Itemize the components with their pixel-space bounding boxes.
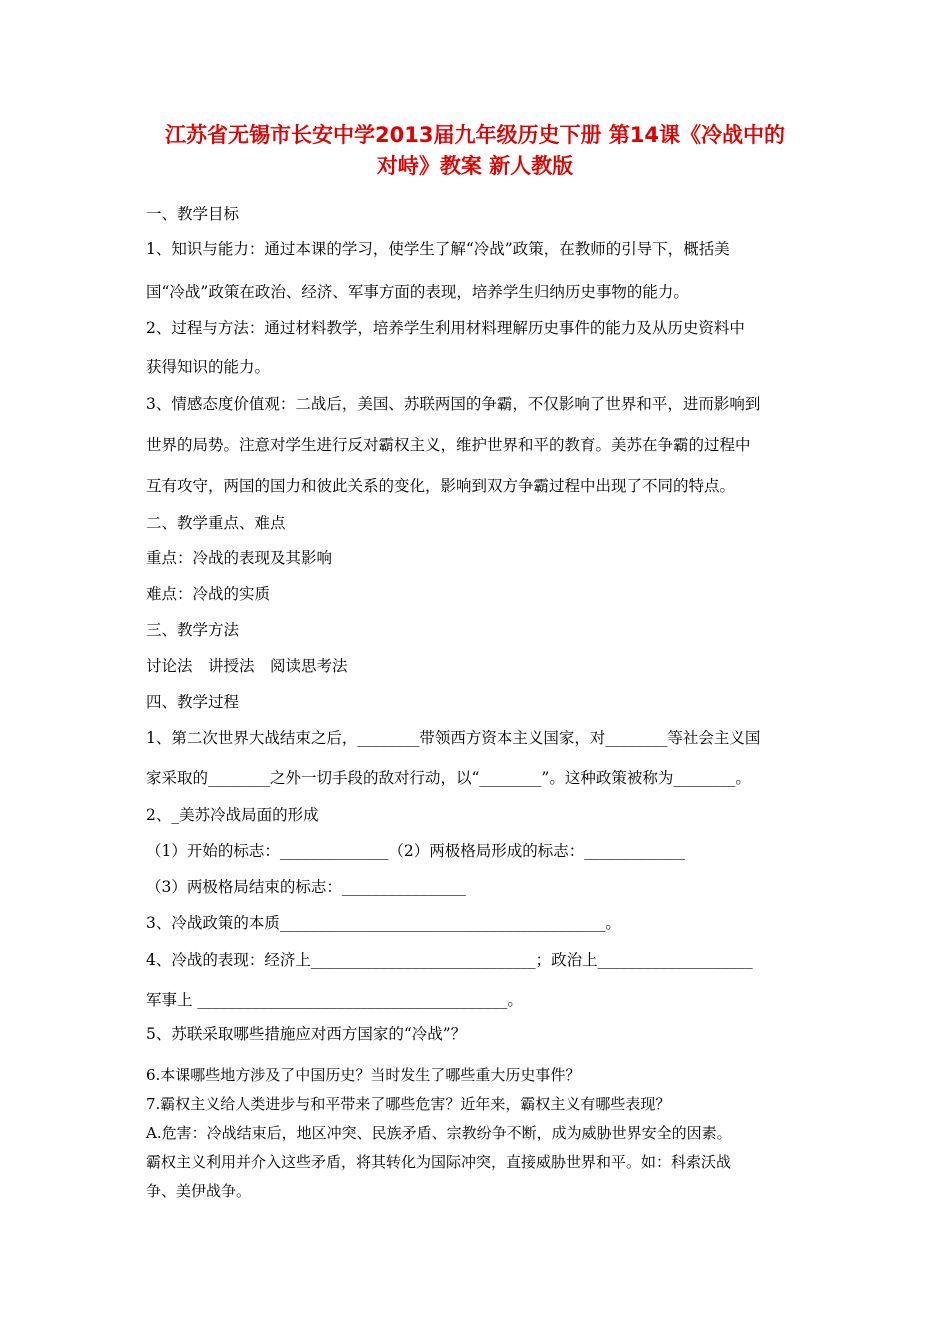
section-heading-methods: 三、教学方法	[146, 621, 240, 639]
section-heading-process: 四、教学过程	[146, 693, 240, 711]
answer-line: A.危害：冷战结束后，地区冲突、民族矛盾、宗教纷争不断，成为威胁世界安全的因素。	[146, 1124, 732, 1142]
fill-in-question: 家采取的________之外一切手段的敌对行动，以“________”。这种政策被称为________。	[146, 769, 751, 787]
fill-in-question: 2、_美苏冷战局面的形成	[146, 806, 319, 824]
title-line-1: 江苏省无锡市长安中学2013届九年级历史下册 第14课《冷战中的	[165, 123, 785, 147]
question-line: 6.本课哪些地方涉及了中国历史？当时发生了哪些重大历史事件？	[146, 1066, 581, 1084]
answer-line: 霸权主义利用并介入这些矛盾，将其转化为国际冲突，直接威胁世界和平。如：科索沃战	[146, 1153, 732, 1171]
fill-in-question: 1、第二次世界大战结束之后，________带领西方资本主义国家，对________等社会主义国	[146, 729, 761, 747]
paragraph-line: 1、知识与能力：通过本课的学习，使学生了解“冷战”政策，在教师的引导下，概括美	[146, 240, 730, 258]
answer-line: 争、美伊战争。	[146, 1182, 252, 1200]
section-heading-key-points: 二、教学重点、难点	[146, 514, 286, 532]
title-line-2: 对峙》教案 新人教版	[376, 154, 574, 178]
section-heading-goals: 一、教学目标	[146, 205, 240, 223]
paragraph-line: 获得知识的能力。	[146, 358, 271, 376]
paragraph-line: 互有攻守，两国的国力和彼此关系的变化，影响到双方争霸过程中出现了不同的特点。	[146, 477, 736, 495]
paragraph-line: 世界的局势。注意对学生进行反对霸权主义，维护世界和平的教育。美苏在争霸的过程中	[146, 436, 751, 454]
paragraph-line: 国“冷战”政策在政治、经济、军事方面的表现，培养学生归纳历史事物的能力。	[146, 283, 689, 301]
paragraph-line: 2、过程与方法：通过材料教学，培养学生利用材料理解历史事件的能力及从历史资料中	[146, 319, 745, 337]
document-title	[120, 120, 830, 182]
fill-in-question: 4、冷战的表现：经济上_____________________________；政治上____________________	[146, 951, 753, 969]
fill-in-question: 军事上 ________________________________________。	[146, 991, 523, 1009]
paragraph-line: 重点：冷战的表现及其影响	[146, 549, 333, 567]
question-line: 7.霸权主义给人类进步与和平带来了哪些危害？近年来，霸权主义有哪些表现？	[146, 1095, 671, 1113]
fill-in-question: （3）两极格局结束的标志：________________	[146, 878, 466, 896]
paragraph-line: 讨论法 讲授法 阅读思考法	[146, 657, 348, 675]
fill-in-question: （1）开始的标志：______________（2）两极格局形成的标志：_____________	[146, 842, 685, 860]
question-line: 5、苏联采取哪些措施应对西方国家的“冷战”？	[146, 1025, 467, 1043]
paragraph-line: 难点：冷战的实质	[146, 585, 271, 603]
fill-in-question: 3、冷战政策的本质__________________________________________。	[146, 914, 621, 932]
paragraph-line: 3、情感态度价值观：二战后，美国、苏联两国的争霸，不仅影响了世界和平，进而影响到	[146, 395, 761, 413]
